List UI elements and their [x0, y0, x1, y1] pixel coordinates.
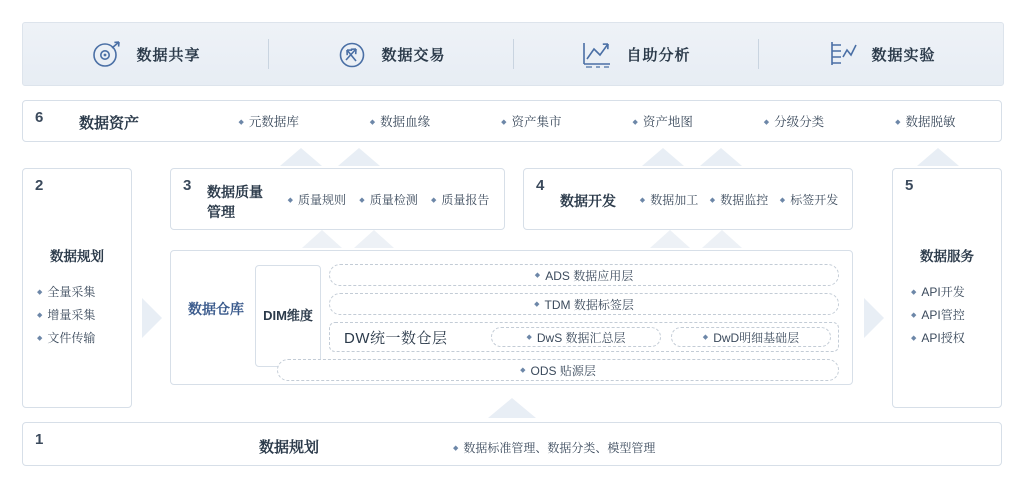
- development-item[interactable]: ◆ 标签开发: [774, 191, 844, 208]
- data-planning-title: 数据规划: [259, 439, 320, 456]
- arrow-up-quality-to-assets-2: [336, 146, 382, 166]
- layer-dwd[interactable]: ◆ DwD明细基础层: [671, 327, 831, 347]
- top-item-label: 数据共享: [136, 46, 201, 64]
- top-item-label: 数据交易: [381, 46, 446, 64]
- data-development-panel[interactable]: [523, 168, 853, 230]
- disc-share-icon: [90, 37, 124, 71]
- service-item[interactable]: ◆ API开发: [911, 281, 965, 304]
- data-development-title: 数据开发: [560, 193, 616, 209]
- exchange-arrows-icon: [335, 37, 369, 71]
- collection-item[interactable]: ◆ 全量采集: [37, 281, 95, 304]
- layer-ads[interactable]: ◆ ADS 数据应用层: [329, 264, 839, 286]
- top-capability-bar: [22, 22, 1004, 86]
- arrow-up-dev-to-assets: [640, 146, 686, 166]
- data-collection-panel[interactable]: [22, 168, 132, 408]
- arrow-up-planning-to-warehouse: [486, 396, 538, 418]
- asset-item[interactable]: ◆ 数据脱敏: [860, 112, 991, 130]
- data-assets-number: 6: [35, 109, 44, 126]
- data-development-number: 4: [536, 177, 545, 194]
- top-item-self-service-analysis[interactable]: [513, 23, 758, 85]
- dim-dimension-box[interactable]: DIM维度: [255, 265, 321, 367]
- data-quality-items: [281, 169, 496, 229]
- chart-analysis-icon: [580, 37, 614, 71]
- data-warehouse-title: 数据仓库: [188, 301, 244, 317]
- top-item-data-sharing[interactable]: [23, 23, 268, 85]
- arrow-up-service-to-assets: [915, 146, 961, 166]
- quality-item[interactable]: ◆ 质量检测: [353, 191, 425, 208]
- layer-ods[interactable]: ◆ ODS 贴源层: [277, 359, 839, 381]
- data-assets-title: 数据资产: [79, 115, 140, 132]
- layer-dw-label: DW统一数仓层: [344, 329, 448, 347]
- arrow-right-collection-to-warehouse: [140, 296, 164, 340]
- data-development-items: [634, 169, 844, 229]
- data-service-panel[interactable]: [892, 168, 1002, 408]
- asset-item[interactable]: ◆ 元数据库: [203, 112, 334, 130]
- asset-item[interactable]: ◆ 资产地图: [597, 112, 728, 130]
- asset-item[interactable]: ◆ 分级分类: [728, 112, 859, 130]
- collection-item[interactable]: ◆ 文件传输: [37, 327, 95, 350]
- arrow-up-quality-to-assets: [278, 146, 324, 166]
- top-item-label: 自助分析: [626, 46, 691, 64]
- data-assets-items: [203, 101, 991, 141]
- data-warehouse-panel[interactable]: [170, 250, 853, 385]
- data-collection-items: [37, 281, 95, 350]
- quality-item[interactable]: ◆ 质量报告: [424, 191, 496, 208]
- arrow-up-warehouse-to-dev-2: [700, 228, 744, 248]
- arrow-up-warehouse-to-quality-2: [352, 228, 396, 248]
- data-planning-panel[interactable]: [22, 422, 1002, 466]
- data-service-number: 5: [905, 177, 914, 194]
- top-item-label: 数据实验: [871, 46, 936, 64]
- data-planning-number: 1: [35, 431, 44, 448]
- data-collection-title: 数据规划: [50, 249, 104, 264]
- asset-item[interactable]: ◆ 资产集市: [466, 112, 597, 130]
- arrow-right-warehouse-to-service: [862, 296, 886, 340]
- asset-item[interactable]: ◆ 数据血缘: [334, 112, 465, 130]
- data-service-title: 数据服务: [920, 249, 974, 264]
- arrow-up-warehouse-to-dev: [648, 228, 692, 248]
- layer-tdm[interactable]: ◆ TDM 数据标签层: [329, 293, 839, 315]
- arrow-up-dev-to-assets-2: [698, 146, 744, 166]
- data-planning-subtitle: ◆ 数据标准管理、数据分类、模型管理: [453, 439, 655, 456]
- collection-item[interactable]: ◆ 增量采集: [37, 304, 95, 327]
- development-item[interactable]: ◆ 数据加工: [634, 191, 704, 208]
- development-item[interactable]: ◆ 数据监控: [704, 191, 774, 208]
- top-item-data-lab[interactable]: [758, 23, 1003, 85]
- data-quality-number: 3: [183, 177, 192, 194]
- service-item[interactable]: ◆ API授权: [911, 327, 965, 350]
- layer-dws[interactable]: ◆ DwS 数据汇总层: [491, 327, 661, 347]
- data-service-items: [911, 281, 965, 350]
- service-item[interactable]: ◆ API管控: [911, 304, 965, 327]
- lab-flask-chart-icon: [825, 37, 859, 71]
- quality-item[interactable]: ◆ 质量规则: [281, 191, 353, 208]
- data-quality-panel[interactable]: [170, 168, 505, 230]
- data-quality-title: 数据质量管理: [207, 184, 263, 220]
- arrow-up-warehouse-to-quality: [300, 228, 344, 248]
- top-item-data-trading[interactable]: [268, 23, 513, 85]
- data-assets-panel[interactable]: [22, 100, 1002, 142]
- data-collection-number: 2: [35, 177, 44, 194]
